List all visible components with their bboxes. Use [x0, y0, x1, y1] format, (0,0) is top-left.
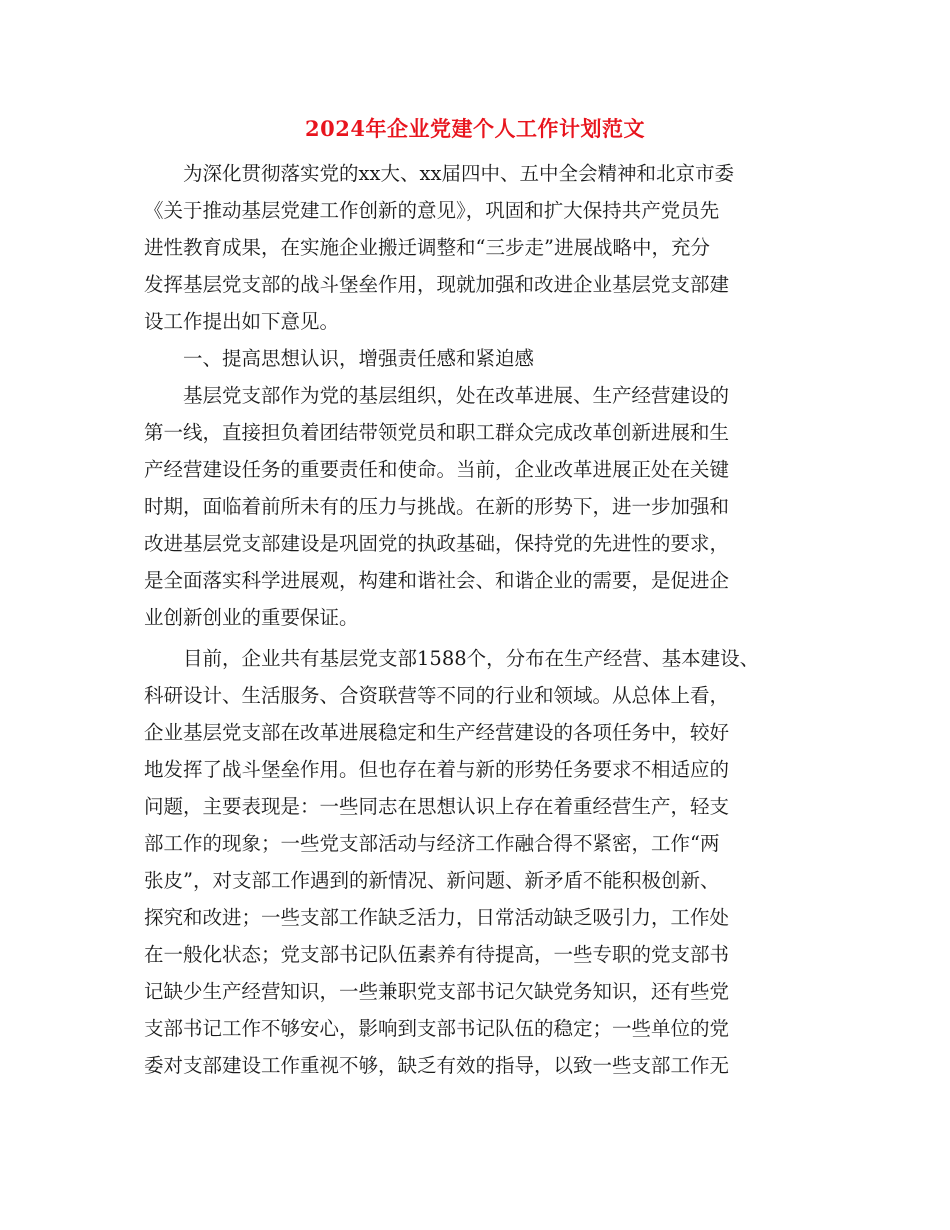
paragraph-line: 产经营建设任务的重要责任和使命。当前，企业改革进展正处在关键 [144, 458, 730, 481]
paragraph-line: 第一线，直接担负着团结带领党员和职工群众完成改革创新进展和生 [144, 421, 730, 444]
document-title: 2024年企业党建个人工作计划范文 [305, 116, 645, 141]
paragraph-line: 部工作的现象；一些党支部活动与经济工作融合得不紧密，工作“两 [144, 832, 720, 855]
paragraph-line: 在一般化状态；党支部书记队伍素养有待提高，一些专职的党支部书 [144, 943, 730, 966]
paragraph-line: 发挥基层党支部的战斗堡垒作用，现就加强和改进企业基层党支部建 [144, 273, 730, 296]
paragraph-line: 为深化贯彻落实党的xx大、xx届四中、五中全会精神和北京市委 [183, 162, 734, 185]
paragraph-line: 是全面落实科学进展观，构建和谐社会、和谐企业的需要，是促进企 [144, 569, 730, 592]
paragraph-line: 记缺少生产经营知识，一些兼职党支部书记欠缺党务知识，还有些党 [144, 980, 730, 1003]
paragraph-line: 委对支部建设工作重视不够，缺乏有效的指导，以致一些支部工作无 [144, 1054, 730, 1077]
paragraph-line: 问题，主要表现是：一些同志在思想认识上存在着重经营生产，轻支 [144, 795, 730, 818]
paragraph-line: 设工作提出如下意见。 [144, 310, 340, 333]
paragraph-line: 科研设计、生活服务、合资联营等不同的行业和领域。从总体上看， [144, 684, 730, 707]
paragraph-line: 基层党支部作为党的基层组织，处在改革进展、生产经营建设的 [183, 384, 730, 407]
paragraph-line: 支部书记工作不够安心，影响到支部书记队伍的稳定；一些单位的党 [144, 1017, 730, 1040]
paragraph-line: 业创新创业的重要保证。 [144, 606, 359, 629]
section-heading: 一、提高思想认识，增强责任感和紧迫感 [183, 347, 535, 370]
paragraph-line: 进性教育成果，在实施企业搬迁调整和“三步走”进展战略中，充分 [144, 236, 710, 259]
document-body [144, 155, 824, 1084]
paragraph-line: 时期，面临着前所未有的压力与挑战。在新的形势下，进一步加强和 [144, 495, 730, 518]
paragraph-line: 探究和改进；一些支部工作缺乏活力，日常活动缺乏吸引力，工作处 [144, 906, 730, 929]
paragraph-line: 目前，企业共有基层党支部1588个，分布在生产经营、基本建设、 [183, 647, 760, 670]
paragraph-line: 《关于推动基层党建工作创新的意见》，巩固和扩大保持共产党员先 [144, 199, 720, 222]
paragraph-line: 企业基层党支部在改革进展稳定和生产经营建设的各项任务中，较好 [144, 721, 730, 744]
paragraph-line: 改进基层党支部建设是巩固党的执政基础，保持党的先进性的要求， [144, 532, 730, 555]
paragraph-line: 地发挥了战斗堡垒作用。但也存在着与新的形势任务要求不相适应的 [144, 758, 730, 781]
paragraph-line: 张皮”，对支部工作遇到的新情况、新问题、新矛盾不能积极创新、 [144, 869, 720, 892]
